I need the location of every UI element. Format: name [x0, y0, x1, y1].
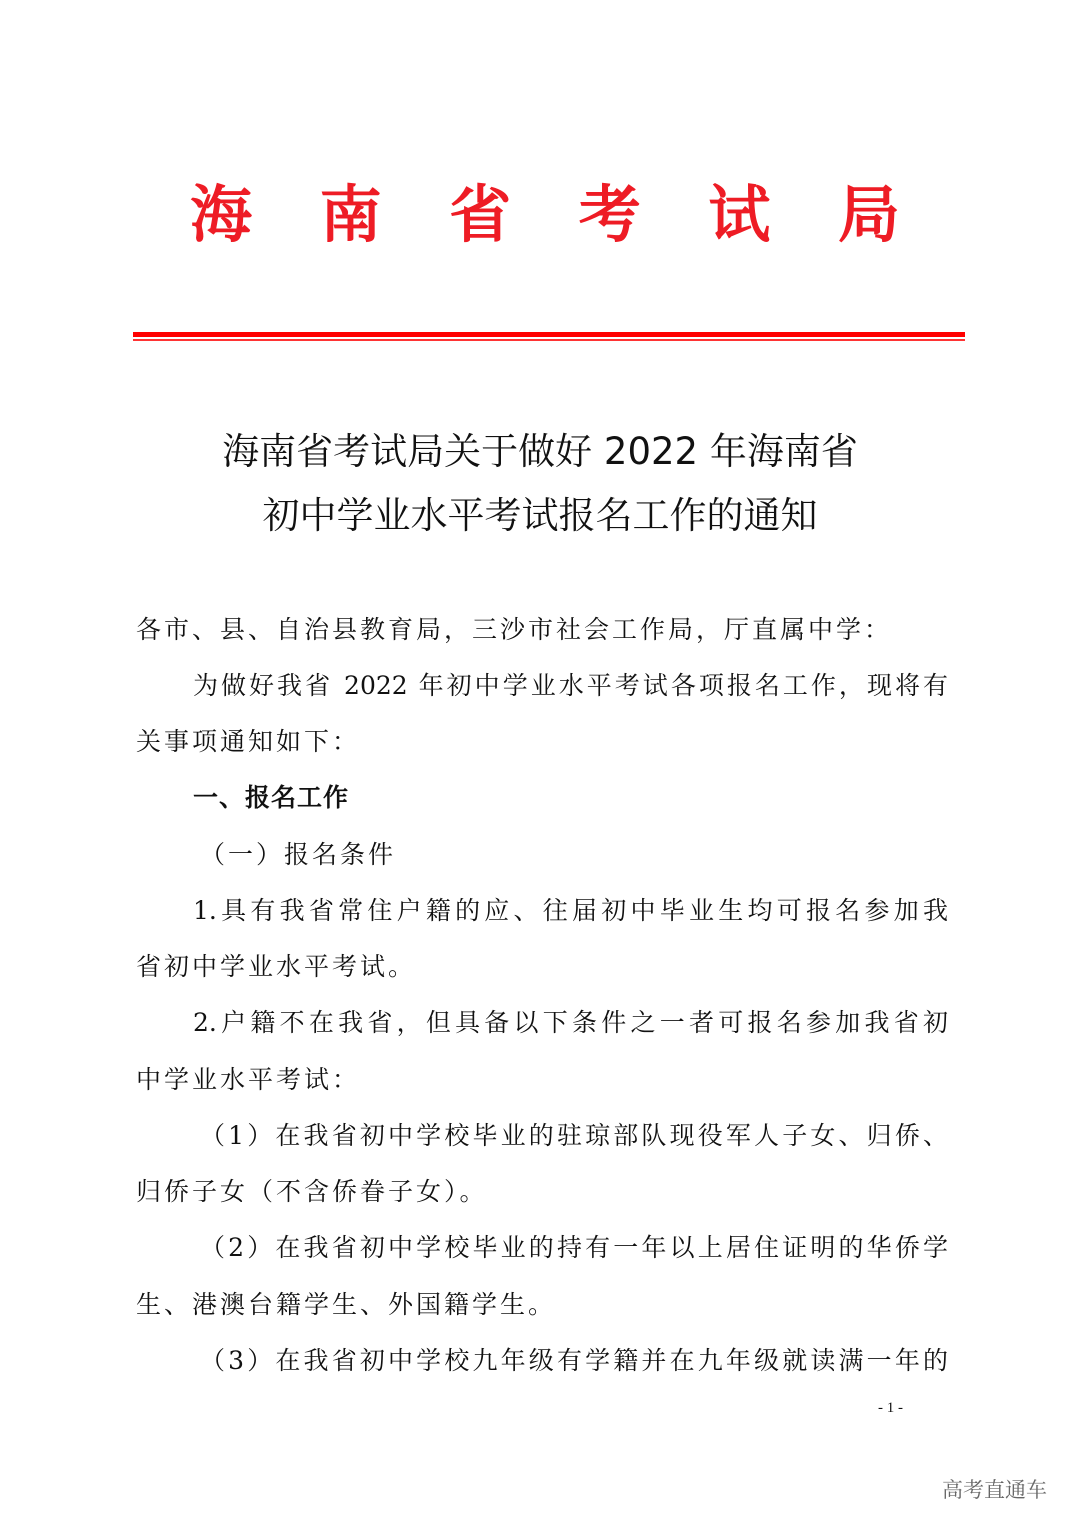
paragraph-line: 归侨子女（不含侨眷子女）。 [136, 1177, 488, 1206]
paragraph-line: （3）在我省初中学校九年级有学籍并在九年级就读满一年的 [200, 1346, 948, 1375]
paragraph-line: 中学业水平考试： [136, 1065, 361, 1094]
paragraph-line: 为做好我省 2022 年初中学业水平考试各项报名工作，现将有 [193, 671, 948, 700]
issuer-header [190, 180, 900, 250]
paragraph-line: 2.户籍不在我省，但具备以下条件之一者可报名参加我省初 [193, 1008, 948, 1037]
watermark: 高考直通车 [942, 1478, 1047, 1502]
doc-title-line1: 海南省考试局关于做好 2022 年海南省 [222, 430, 858, 473]
salutation: 各市、县、自治县教育局，三沙市社会工作局，厅直属中学： [136, 615, 893, 644]
paragraph-line: 生、港澳台籍学生、外国籍学生。 [136, 1290, 557, 1319]
page-number: - 1 - [878, 1400, 903, 1416]
paragraph-line: 关事项通知如下： [136, 727, 361, 756]
red-divider-thin [133, 339, 965, 341]
header-char: 试 [708, 178, 771, 251]
red-divider-thick [133, 332, 965, 337]
header-char: 海 [190, 178, 253, 251]
header-char: 南 [319, 178, 382, 251]
paragraph-line: （1）在我省初中学校毕业的驻琼部队现役军人子女、归侨、 [200, 1121, 948, 1150]
header-char: 考 [578, 178, 641, 251]
header-char: 局 [837, 178, 900, 251]
section-heading: 一、报名工作 [193, 783, 350, 812]
doc-title-line2: 初中学业水平考试报名工作的通知 [262, 494, 818, 537]
header-char: 省 [449, 178, 512, 251]
paragraph-line: 1.具有我省常住户籍的应、往届初中毕业生均可报名参加我 [193, 896, 948, 925]
subsection-heading: （一）报名条件 [200, 840, 397, 869]
paragraph-line: （2）在我省初中学校毕业的持有一年以上居住证明的华侨学 [200, 1233, 948, 1262]
paragraph-line: 省初中学业水平考试。 [136, 952, 417, 981]
